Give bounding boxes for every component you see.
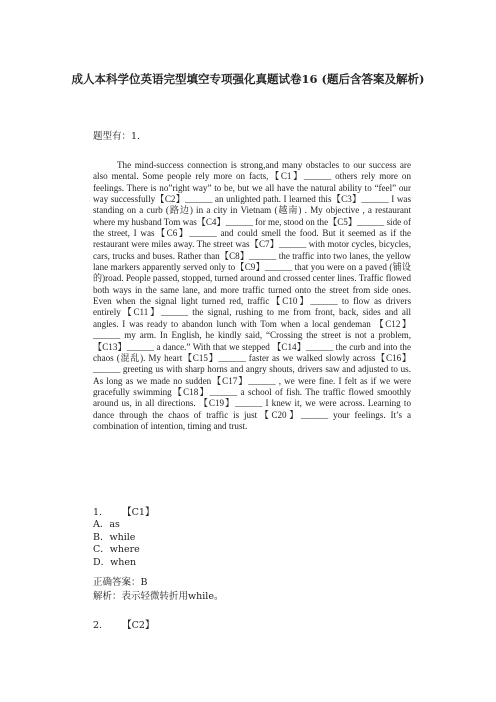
option-d: D．when (93, 556, 137, 568)
option-b: B．while (93, 531, 136, 543)
question-number: 2. (93, 620, 103, 631)
question-1-options (93, 519, 140, 569)
correct-answer: 正确答案：B (93, 577, 148, 588)
option-c: C．where (93, 544, 140, 556)
page-title: 成人本科学位英语完型填空专项强化真题试卷16 (题后含答案及解析) (71, 72, 425, 86)
question-1-header (93, 504, 154, 518)
question-blank-label: 【C2】 (122, 620, 155, 631)
cloze-passage (93, 160, 411, 432)
question-blank-label: 【C1】 (122, 507, 155, 518)
answer-block (93, 576, 223, 604)
answer-analysis: 解析：表示轻微转折用while。 (93, 591, 224, 602)
question-number: 1. (93, 507, 103, 518)
question-2-header (93, 617, 154, 631)
passage-text: The mind-success connection is strong,and many obstacles to our success are also mental. Some people rely more on facts,【C1】______ others rely more on feelings. There is no”right way” to be, but we all have the natural ability to “feel” our way successfully【C2】______ an unlighted path. I learned this【C3】______ I was standing on a curb (路边) in a city in Vietnam (越南) . My objective , a restaurant where my husband Tom was【C4】______ for me, stood on the【C5】______ side of the street, I was【C6】______ and could smell the food. But it seemed as if the restaurant were miles away. The street was【C7】______ with motor cycles, bicycles, cars, trucks and buses. Rather than【C8】______ the traffic into two lanes, the yellow lane markers apparently served only to【C9】______ that you were on a paved (铺设的)road. People passed, stopped, turned around and crossed center lines. Traffic flowed both ways in the same lane, and more traffic turned onto the street from side ones. Even when the signal light turned red, traffic【C10】______ to flow as drivers entirely【C11】______ the signal, rushing to me from front, back, sides and all angles. I was ready to abandon lunch with Tom when a local gendeman 【C12】______ my arm. In English, he kindly said, “Crossing the street is not a problem, 【C13】______ a dance.” With that we stepped 【C14】______ the curb and into the chaos (混乱). My heart【C15】______ faster as we walked slowly across【C16】______ greeting us with sharp horns and angry shouts, drivers saw and adjusted to us. As long as we made no sudden【C17】______ , we were fine. I felt as if we were gracefully swimming【C18】______ a school of fish. The traffic flowed smoothly around us, in all directions. 【C19】______ I knew it, we were across. Learning to dance through the chaos of traffic is just【C20】______ your feelings. It’s a combination of intention, timing and trust. (93, 160, 411, 431)
option-a: A．as (93, 519, 120, 530)
question-type-label: 题型有：1. (93, 131, 141, 142)
